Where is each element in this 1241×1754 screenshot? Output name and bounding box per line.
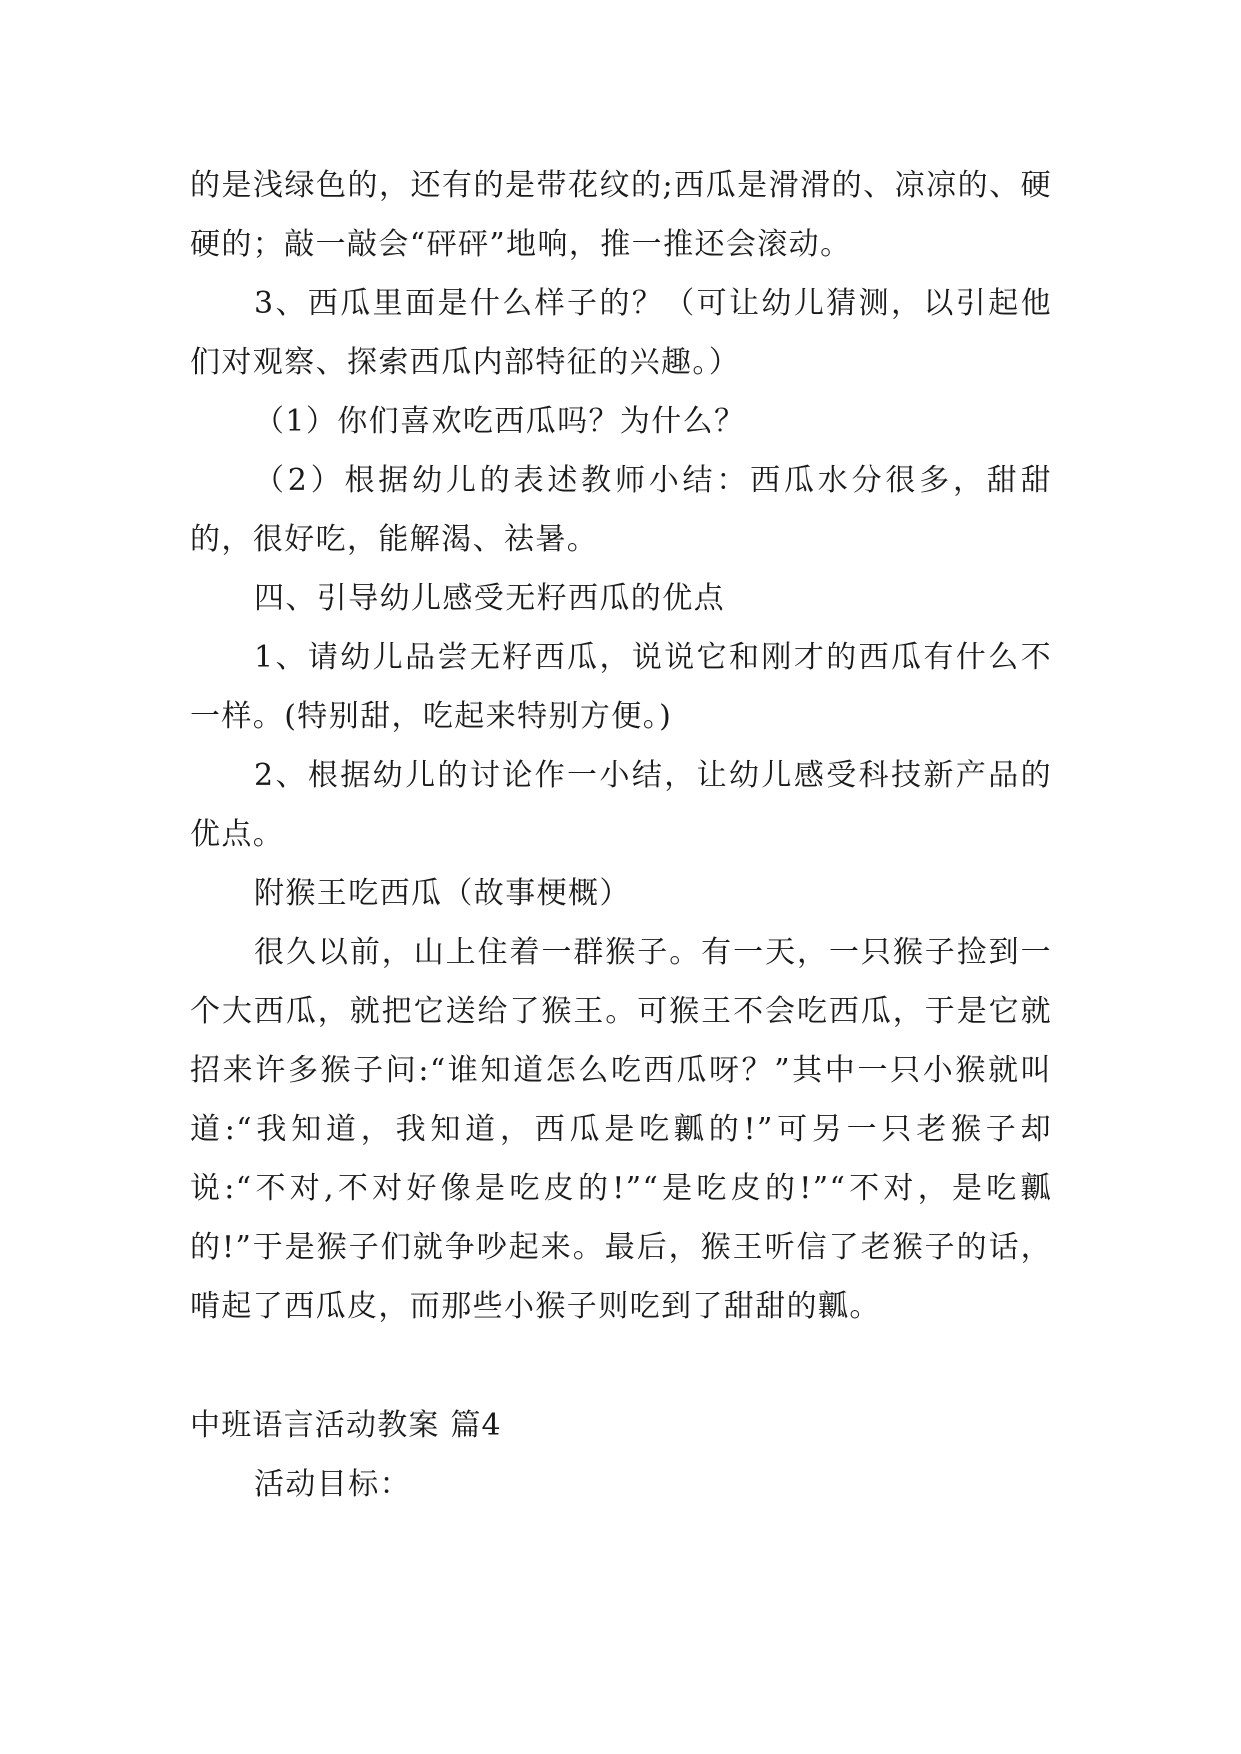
paragraph-question-3-2: （2）根据幼儿的表述教师小结：西瓜水分很多，甜甜的，很好吃，能解渴、祛暑。 — [190, 463, 1052, 557]
paragraph-watermelon-description: 的是浅绿色的，还有的是带花纹的;西瓜是滑滑的、凉凉的、硬硬的；敲一敲会“砰砰”地响，推一推还会滚动。 — [190, 168, 1052, 262]
section-heading: 中班语言活动教案 篇4 — [190, 1408, 502, 1443]
paragraph-story-body: 很久以前，山上住着一群猴子。有一天，一只猴子捡到一个大西瓜，就把它送给了猴王。可猴王不会吃西瓜，于是它就招来许多猴子问:“谁知道怎么吃西瓜呀？”其中一只小猴就叫道:“我知道，我知道，西瓜是吃瓤的!”可另一只老猴子却说:“不对,不对好像是吃皮的!”“是吃皮的!”“不对，是吃瓤的!”于是猴子们就争吵起来。最后，猴王听信了老猴子的话，啃起了西瓜皮，而那些小猴子则吃到了甜甜的瓤。 — [190, 935, 1052, 1324]
paragraph-section-4: 四、引导幼儿感受无籽西瓜的优点 — [254, 581, 725, 616]
paragraph-step-1: 1、请幼儿品尝无籽西瓜，说说它和刚才的西瓜有什么不一样。(特别甜，吃起来特别方便。) — [190, 640, 1052, 734]
paragraph-step-2: 2、根据幼儿的讨论作一小结，让幼儿感受科技新产品的优点。 — [190, 758, 1052, 852]
paragraph-question-3-1: （1）你们喜欢吃西瓜吗？为什么？ — [254, 404, 746, 439]
subheading-activity-goals: 活动目标： — [254, 1467, 411, 1502]
paragraph-story-title: 附猴王吃西瓜（故事梗概） — [254, 876, 631, 911]
paragraph-question-3: 3、西瓜里面是什么样子的？（可让幼儿猜测，以引起他们对观察、探索西瓜内部特征的兴趣。） — [190, 286, 1052, 380]
document-body — [190, 156, 1052, 1514]
